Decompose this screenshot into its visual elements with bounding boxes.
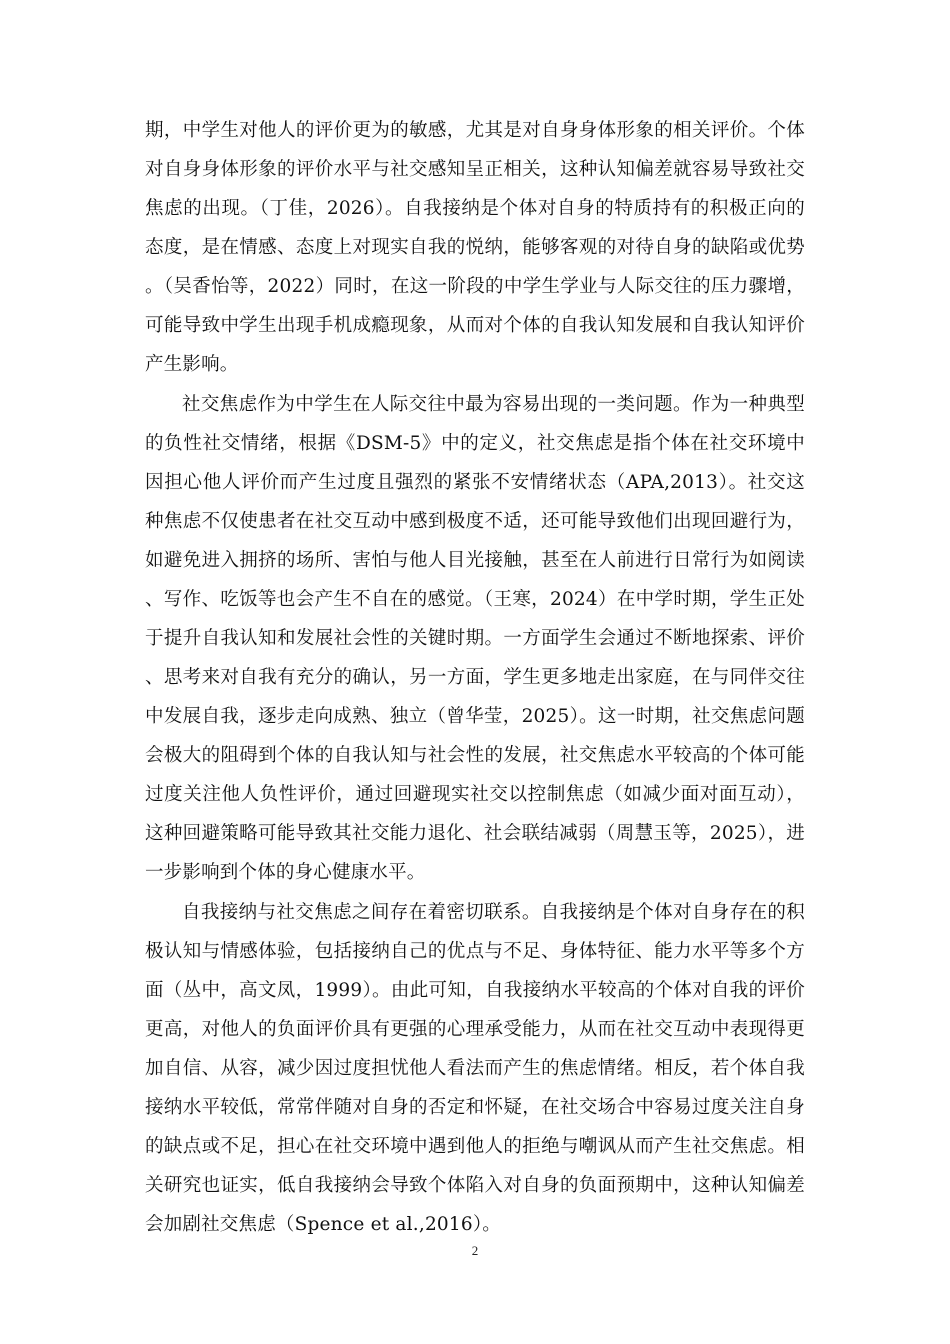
body-text [145,111,805,1244]
paragraph-2: 社交焦虑作为中学生在人际交往中最为容易出现的一类问题。作为一种典型的负性社交情绪，根据《DSM-5》中的定义，社交焦虑是指个体在社交环境中因担心他人评价而产生过度且强烈的紧张不安情绪状态（APA,2013）。社交这种焦虑不仅使患者在社交互动中感到极度不适，还可能导致他们出现回避行为，如避免进入拥挤的场所、害怕与他人目光接触，甚至在人前进行日常行为如阅读、写作、吃饭等也会产生不自在的感觉。（王寒，2024）在中学时期，学生正处于提升自我认知和发展社会性的关键时期。一方面学生会通过不断地探索、评价、思考来对自我有充分的确认，另一方面，学生更多地走出家庭，在与同伴交往中发展自我，逐步走向成熟、独立（曾华莹，2025）。这一时期，社交焦虑问题会极大的阻碍到个体的自我认知与社会性的发展，社交焦虑水平较高的个体可能过度关注他人负性评价，通过回避现实社交以控制焦虑（如减少面对面互动），这种回避策略可能导致其社交能力退化、社会联结减弱（周慧玉等，2025），进一步影响到个体的身心健康水平。 [145,394,805,883]
paragraph-1: 期，中学生对他人的评价更为的敏感，尤其是对自身身体形象的相关评价。个体对自身身体形象的评价水平与社交感知呈正相关，这种认知偏差就容易导致社交焦虑的出现。（丁佳，2026）。自我接纳是个体对自身的特质持有的积极正向的态度，是在情感、态度上对现实自我的悦纳，能够客观的对待自身的缺陷或优势。（吴香怡等，2022）同时，在这一阶段的中学生学业与人际交往的压力骤增，可能导致中学生出现手机成瘾现象，从而对个体的自我认知发展和自我认知评价产生影响。 [145,120,805,375]
paragraph-3: 自我接纳与社交焦虑之间存在着密切联系。自我接纳是个体对自身存在的积极认知与情感体验，包括接纳自己的优点与不足、身体特征、能力水平等多个方面（丛中，高文凤，1999）。由此可知，自我接纳水平较高的个体对自我的评价更高，对他人的负面评价具有更强的心理承受能力，从而在社交互动中表现得更加自信、从容，减少因过度担忧他人看法而产生的焦虑情绪。相反，若个体自我接纳水平较低，常常伴随对自身的否定和怀疑，在社交场合中容易过度关注自身的缺点或不足，担心在社交环境中遇到他人的拒绝与嘲讽从而产生社交焦虑。相关研究也证实，低自我接纳会导致个体陷入对自身的负面预期中，这种认知偏差会加剧社交焦虑（Spence et al.,2016）。 [145,902,805,1235]
page-number: 2 [471,1243,479,1258]
